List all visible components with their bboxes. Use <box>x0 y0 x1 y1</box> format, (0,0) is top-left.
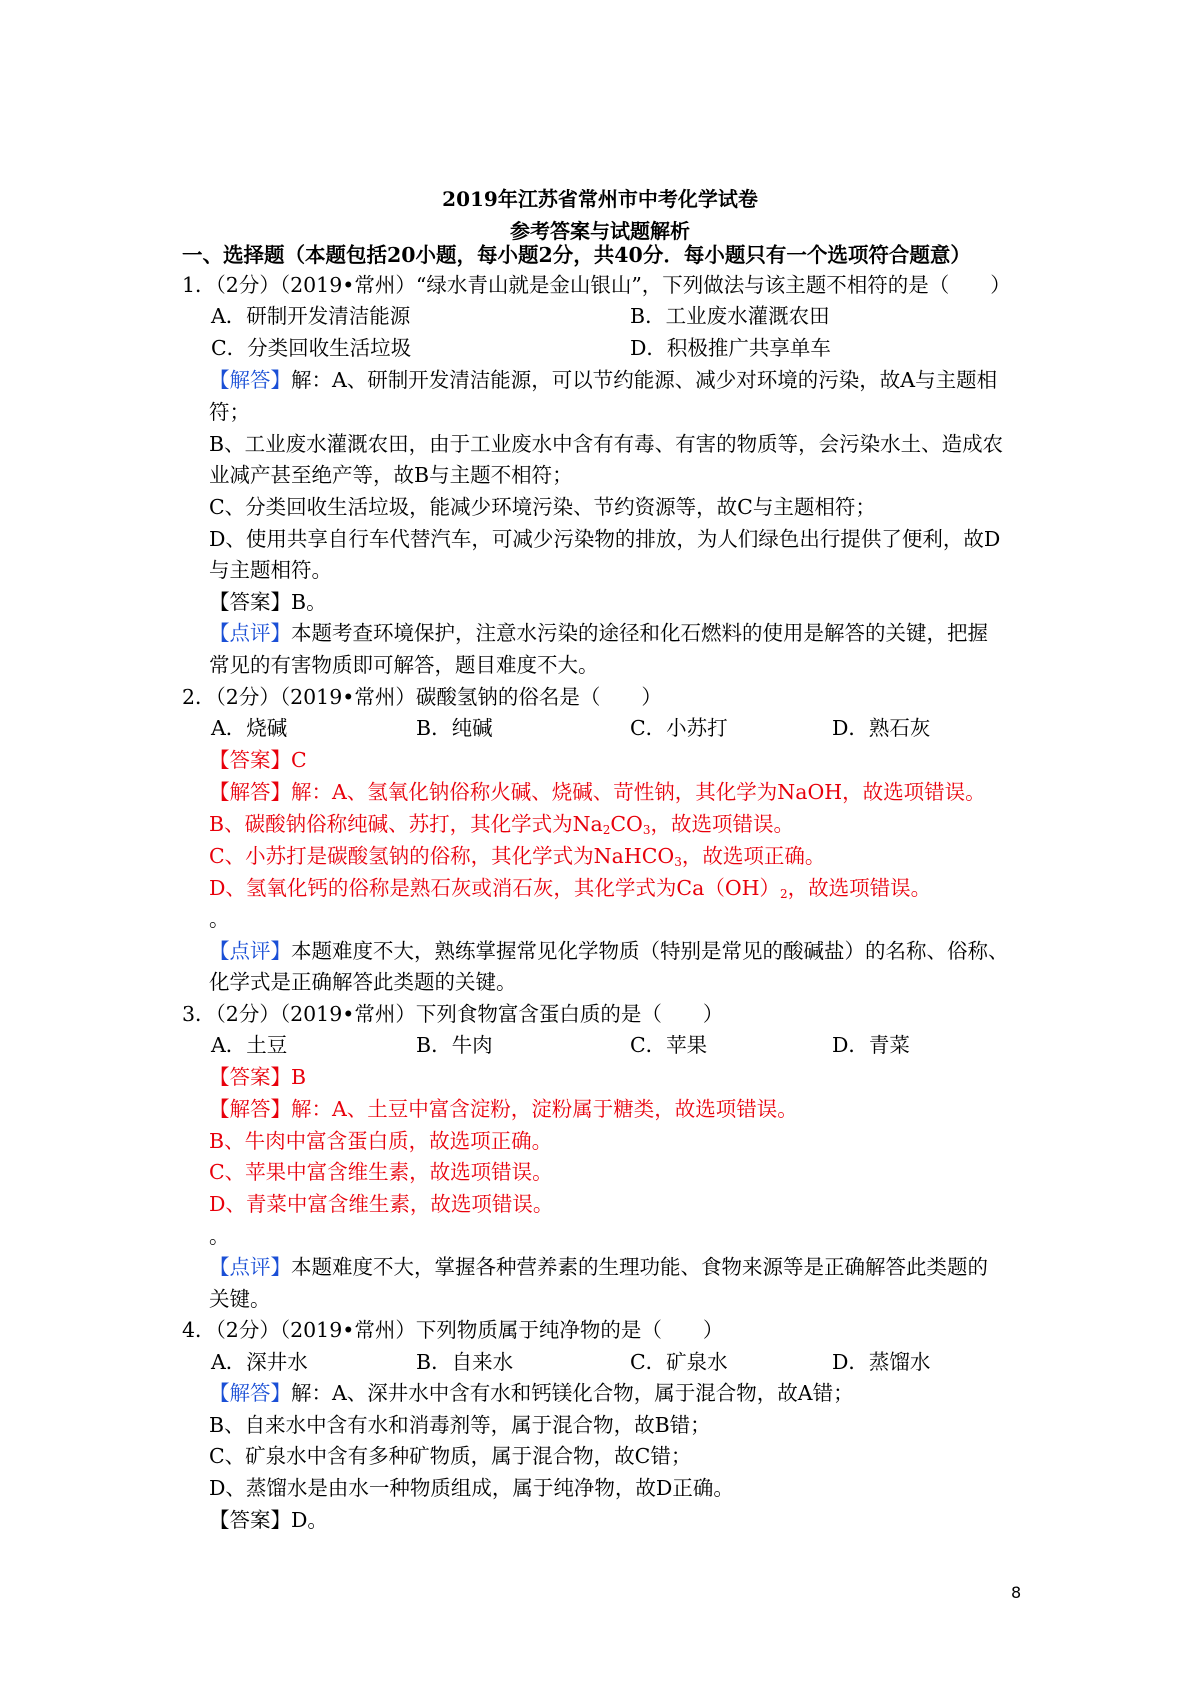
q3-comment <box>209 1253 988 1281</box>
q2-option-a: A．烧碱 <box>211 716 288 740</box>
q3-analysis-line-3: C、苹果中富含维生素，故选项错误。 <box>209 1160 553 1184</box>
q2-option-d: D．熟石灰 <box>832 716 931 740</box>
answer-tag: 【答案】 <box>209 590 291 614</box>
q4-option-b: B．自来水 <box>416 1350 514 1374</box>
answer-tag: 【答案】 <box>209 1508 291 1532</box>
q4-analysis-line-2: B、自来水中含有水和消毒剂等，属于混合物，故B错； <box>209 1413 711 1437</box>
q2-analysis-2-text-c: ，故选项错误。 <box>650 812 795 836</box>
q2-stem: 2．（2分）（2019•常州）碳酸氢钠的俗名是（ ） <box>182 685 662 709</box>
q1-analysis-line-1 <box>209 366 997 394</box>
q2-analysis-line-1 <box>209 778 986 806</box>
answer-tag: 【答案】 <box>209 748 291 772</box>
q3-comment-line-2: 关键。 <box>209 1287 271 1311</box>
q2-option-b: B．纯碱 <box>416 716 493 740</box>
q3-analysis-line-2: B、牛肉中富含蛋白质，故选项正确。 <box>209 1129 553 1153</box>
q3-analysis-line-1 <box>209 1095 798 1123</box>
q2-comment <box>209 937 1009 965</box>
q4-analysis-line-1 <box>209 1379 854 1407</box>
q3-analysis-text: 解：A、土豆中富含淀粉，淀粉属于糖类，故选项错误。 <box>291 1097 798 1121</box>
q2-comment-text: 本题难度不大，熟练掌握常见化学物质（特别是常见的酸碱盐）的名称、俗称、 <box>291 939 1009 963</box>
q1-answer <box>209 588 327 616</box>
q4-option-a: A．深井水 <box>211 1350 308 1374</box>
q2-analysis-4-text: D、氢氧化钙的俗称是熟石灰或消石灰，其化学式为Ca（OH） <box>209 876 781 900</box>
q2-analysis-2-text-b: CO <box>610 812 643 836</box>
q1-option-c: C．分类回收生活垃圾 <box>211 336 412 360</box>
analysis-tag: 【解答】 <box>209 1097 291 1121</box>
q1-analysis-line-3: C、分类回收生活垃圾，能减少环境污染、节约资源等，故C与主题相符； <box>209 495 876 519</box>
q4-option-c: C．矿泉水 <box>630 1350 728 1374</box>
q3-comment-text: 本题难度不大，掌握各种营养素的生理功能、食物来源等是正确解答此类题的 <box>291 1255 988 1279</box>
q2-answer <box>209 746 307 774</box>
q4-analysis-line-3: C、矿泉水中含有多种矿物质，属于混合物，故C错； <box>209 1444 692 1468</box>
q3-answer-value: B <box>291 1065 307 1089</box>
q4-option-d: D．蒸馏水 <box>832 1350 931 1374</box>
q3-option-c: C．苹果 <box>630 1033 708 1057</box>
document-title: 2019年江苏省常州市中考化学试卷 <box>442 187 758 211</box>
q2-dot: 。 <box>209 907 230 931</box>
q3-option-a: A．土豆 <box>211 1033 288 1057</box>
q2-analysis-text: 解：A、氢氧化钠俗称火碱、烧碱、苛性钠，其化学为NaOH，故选项错误。 <box>291 780 986 804</box>
q2-option-c: C．小苏打 <box>630 716 728 740</box>
q3-option-d: D．青菜 <box>832 1033 910 1057</box>
document-subtitle: 参考答案与试题解析 <box>510 219 690 243</box>
analysis-tag: 【解答】 <box>209 368 291 392</box>
subscript: 3 <box>674 855 682 869</box>
q4-stem: 4．（2分）（2019•常州）下列物质属于纯净物的是（ ） <box>182 1318 724 1342</box>
q1-analysis-line-2: B、工业废水灌溉农田，由于工业废水中含有有毒、有害的物质等，会污染水土、造成农 <box>209 432 1004 456</box>
q1-option-a: A．研制开发清洁能源 <box>211 304 411 328</box>
section-heading: 一、选择题（本题包括20小题，每小题2分，共40分．每小题只有一个选项符合题意） <box>182 243 971 267</box>
comment-tag: 【点评】 <box>209 939 291 963</box>
subscript: 3 <box>642 823 651 837</box>
q2-answer-value: C <box>291 748 307 772</box>
q1-analysis-text: 解：A、研制开发清洁能源，可以节约能源、减少对环境的污染，故A与主题相 <box>291 368 998 392</box>
q2-analysis-line-4 <box>209 874 931 908</box>
q1-stem: 1．（2分）（2019•常州）“绿水青山就是金山银山”，下列做法与该主题不相符的是（ ） <box>182 273 1011 297</box>
q2-analysis-2-text: B、碳酸钠俗称纯碱、苏打，其化学式为Na <box>209 812 603 836</box>
subscript: 2 <box>602 823 611 837</box>
q1-answer-value: B。 <box>291 590 327 614</box>
answer-tag: 【答案】 <box>209 1065 291 1089</box>
q1-analysis-line-4b: 与主题相符。 <box>209 558 332 582</box>
q4-answer <box>209 1506 328 1534</box>
q2-analysis-4-text-b: ，故选项错误。 <box>787 876 932 900</box>
q1-analysis-line-2b: 业减产甚至绝产等，故B与主题不相符； <box>209 463 573 487</box>
q2-analysis-3-text-b: ，故选项正确。 <box>681 844 826 868</box>
q4-analysis-text: 解：A、深井水中含有水和钙镁化合物，属于混合物，故A错； <box>291 1381 854 1405</box>
comment-tag: 【点评】 <box>209 621 291 645</box>
q2-analysis-line-2 <box>209 810 794 844</box>
q3-answer <box>209 1063 306 1091</box>
q1-option-b: B．工业废水灌溉农田 <box>630 304 830 328</box>
analysis-tag: 【解答】 <box>209 1381 291 1405</box>
q3-analysis-line-4: D、青菜中富含维生素，故选项错误。 <box>209 1192 554 1216</box>
subscript: 2 <box>780 887 788 901</box>
q1-analysis-line-4: D、使用共享自行车代替汽车，可减少污染物的排放，为人们绿色出行提供了便利，故D <box>209 527 1001 551</box>
q3-dot: 。 <box>209 1224 230 1248</box>
q4-answer-value: D。 <box>291 1508 328 1532</box>
q3-option-b: B．牛肉 <box>416 1033 493 1057</box>
q1-comment-line-2: 常见的有害物质即可解答，题目难度不大。 <box>209 653 599 677</box>
q1-comment-text: 本题考查环境保护，注意水污染的途径和化石燃料的使用是解答的关键，把握 <box>291 621 988 645</box>
page-number: 8 <box>1011 1583 1022 1602</box>
q1-option-d: D．积极推广共享单车 <box>630 336 831 360</box>
q1-analysis-line-1b: 符； <box>209 400 250 424</box>
q1-comment <box>209 619 988 647</box>
q2-analysis-line-3 <box>209 842 825 876</box>
comment-tag: 【点评】 <box>209 1255 291 1279</box>
q2-comment-line-2: 化学式是正确解答此类题的关键。 <box>209 970 517 994</box>
q3-stem: 3．（2分）（2019•常州）下列食物富含蛋白质的是（ ） <box>182 1002 724 1026</box>
q2-analysis-3-text: C、小苏打是碳酸氢钠的俗称，其化学式为NaHCO <box>209 844 675 868</box>
q4-analysis-line-4: D、蒸馏水是由水一种物质组成，属于纯净物，故D正确。 <box>209 1476 734 1500</box>
analysis-tag: 【解答】 <box>209 780 291 804</box>
